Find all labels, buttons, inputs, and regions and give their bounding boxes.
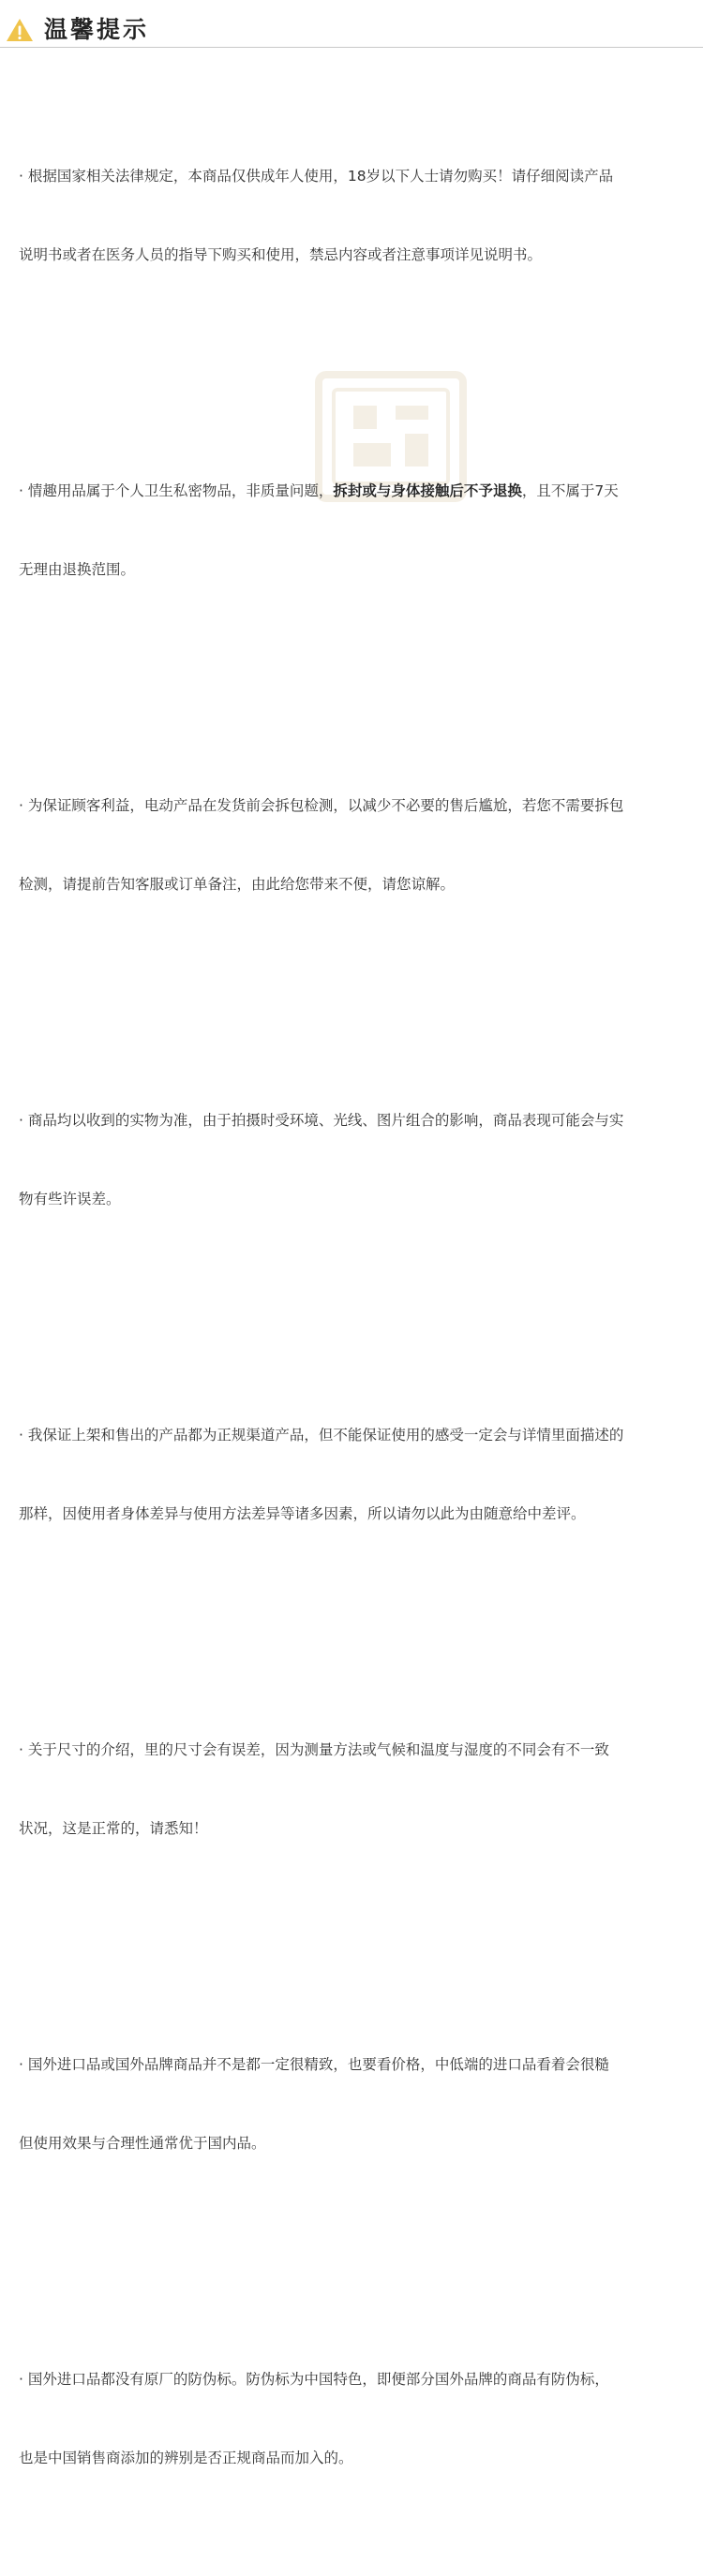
notice-line: · 我保证上架和售出的产品都为正规渠道产品，但不能保证使用的感受一定会与详情里面描述的 (19, 1427, 624, 1443)
notice-line: 物有些许误差。 (19, 1191, 121, 1207)
notice-line: 但使用效果与合理性通常优于国内品。 (19, 2135, 266, 2152)
notice-line: · 国外进口品或国外品牌商品并不是都一定很精致，也要看价格，中低端的进口品看着会很糙 (19, 2056, 609, 2073)
notice-text: ，且不属于7天 (521, 482, 619, 499)
notice-item-1 (19, 58, 694, 373)
page-title: 温馨提示 (44, 16, 150, 43)
notice-text: · 情趣用品属于个人卫生私密物品，非质量问题， (19, 482, 334, 499)
notice-line: 那样，因使用者身体差异与使用方法差异等诸多因素，所以请勿以此为由随意给中差评。 (19, 1505, 586, 1522)
notice-line: 无理由退换范围。 (19, 561, 136, 578)
notice-line: 说明书或者在医务人员的指导下购买和使用，禁忌内容或者注意事项详见说明书。 (19, 246, 543, 263)
notice-line: 状况，这是正常的，请悉知！ (19, 1820, 208, 1837)
notice-item-8 (19, 2261, 694, 2576)
notice-item-7 (19, 1947, 694, 2261)
notice-item-6 (19, 1632, 694, 1947)
notice-line: · 商品均以收到的实物为准，由于拍摄时受环境、光线、图片组合的影响，商品表现可能会与实 (19, 1112, 624, 1129)
notice-line: · 为保证顾客利益，电动产品在发货前会拆包检测，以减少不必要的售后尴尬，若您不需要拆包 (19, 797, 624, 814)
notice-line: · 国外进口品都没有原厂的防伪标。防伪标为中国特色，即便部分国外品牌的商品有防伪标， (19, 2371, 609, 2388)
notice-line: · 根据国家相关法律规定，本商品仅供成年人使用，18岁以下人士请勿购买！请仔细阅读产品 (19, 168, 614, 185)
notice-line (19, 478, 694, 504)
notice-item-4 (19, 1002, 694, 1317)
return-policy-emphasis: 拆封或与身体接触后不予退换 (333, 482, 522, 499)
notice-line: 检测，请提前告知客服或订单备注，由此给您带来不便，请您谅解。 (19, 876, 456, 893)
notice-line: · 关于尺寸的介绍，里的尺寸会有误差，因为测量方法或气候和温度与湿度的不同会有不一致 (19, 1741, 609, 1758)
notice-item-2 (19, 373, 694, 688)
warning-triangle-icon (6, 18, 34, 42)
notice-line: 也是中国销售商添加的辨别是否正规商品而加入的。 (19, 2450, 353, 2466)
notice-list (19, 58, 694, 2576)
notice-item-3 (19, 688, 694, 1002)
notice-item-5 (19, 1317, 694, 1632)
header-divider (0, 47, 703, 48)
notice-header (0, 0, 703, 52)
